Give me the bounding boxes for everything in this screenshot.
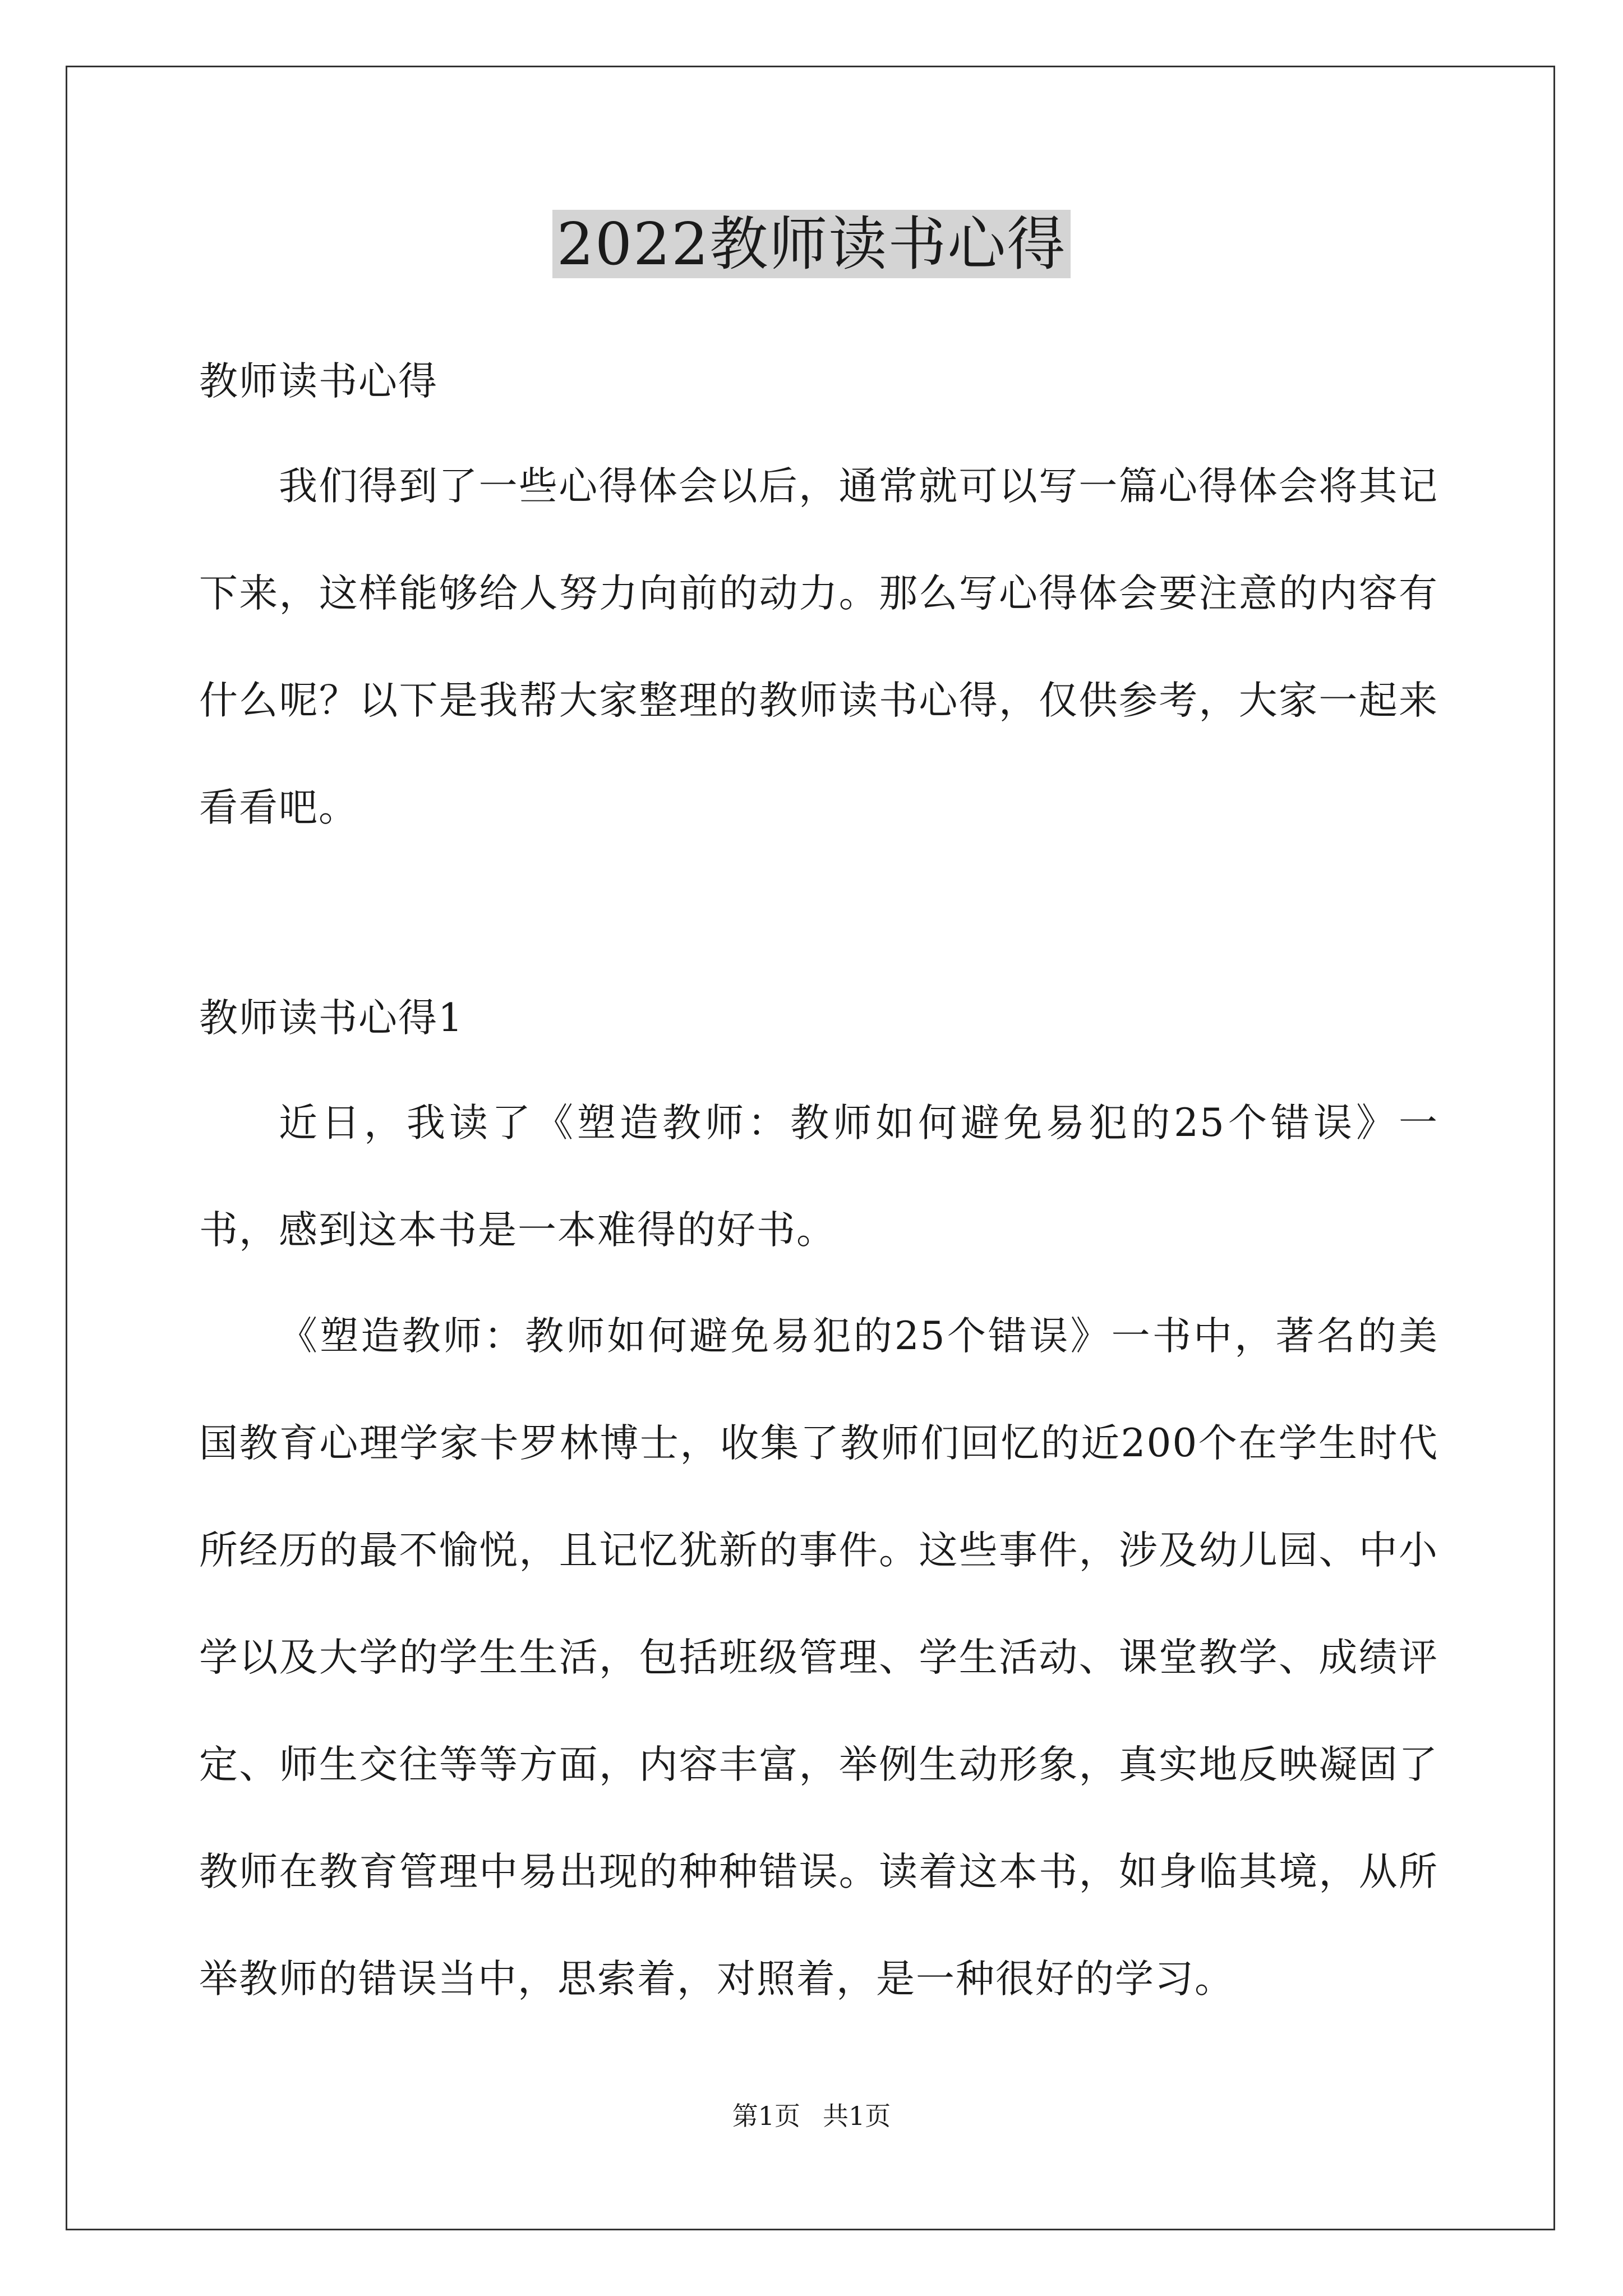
page-footer xyxy=(0,2099,1623,2133)
section1-paragraph-1: 近日，我读了《塑造教师：教师如何避免易犯的25个错误》一书，感到这本书是一本难得的好书。 xyxy=(199,1101,1438,1253)
intro-paragraph: 我们得到了一些心得体会以后，通常就可以写一篇心得体会将其记下来，这样能够给人努力向前的动力。那么写心得体会要注意的内容有什么呢？以下是我帮大家整理的教师读书心得，仅供参考，大家一起来看看吧。 xyxy=(199,464,1438,830)
document-title-text: 2022教师读书心得 xyxy=(552,210,1071,278)
section1-heading: 教师读书心得1 xyxy=(199,996,464,1041)
intro-heading: 教师读书心得 xyxy=(199,359,438,404)
document-title xyxy=(0,208,1623,280)
page-number-total: 共1页 xyxy=(823,2101,891,2131)
section1-paragraph-2: 《塑造教师：教师如何避免易犯的25个错误》一书中，著名的美国教育心理学家卡罗林博士，收集了教师们回忆的近200个在学生时代所经历的最不愉悦，且记忆犹新的事件。这些事件，涉及幼儿园、中小学以及大学的学生生活，包括班级管理、学生活动、课堂教学、成绩评定、师生交往等等方面，内容丰富，举例生动形象，真实地反映凝固了教师在教育管理中易出现的种种错误。读着这本书，如身临其境，从所举教师的错误当中，思索着，对照着，是一种很好的学习。 xyxy=(199,1314,1438,2001)
page-number-current: 第1页 xyxy=(732,2101,800,2131)
